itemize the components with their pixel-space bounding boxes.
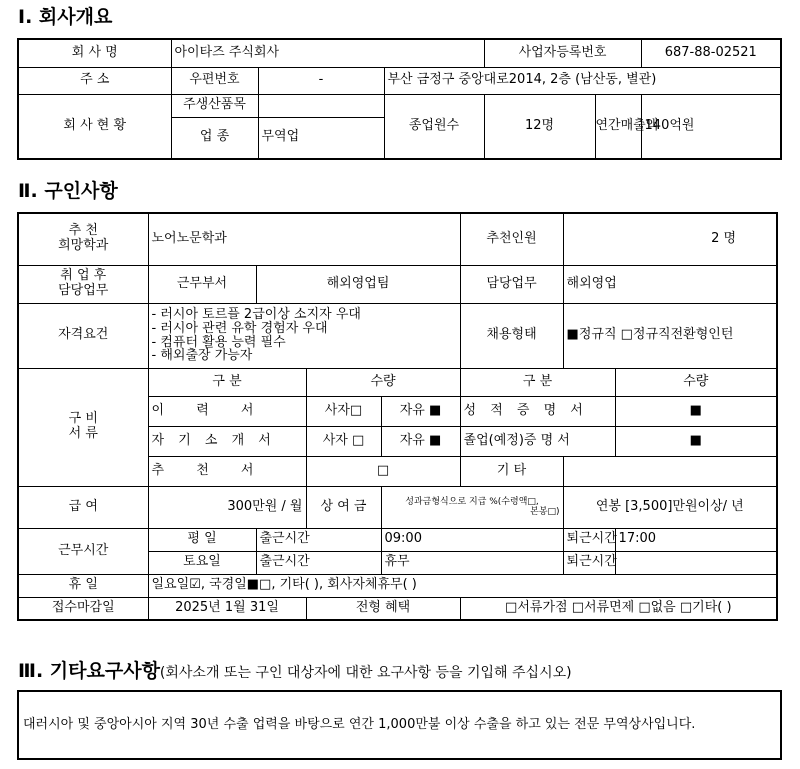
dept-label [18,213,148,265]
main-product-label: 주생산품목 [171,94,258,117]
doc-grad-qty: ■ [615,426,777,456]
rec-count-label: 추천인원 [460,213,563,265]
qual-label: 자격요건 [18,303,148,368]
doc-grad: 졸업(예정)증 명 서 [460,426,615,456]
postal-value: - [258,67,384,94]
docs-label [18,368,148,486]
qual-item: - 해외출장 가능자 [151,348,253,364]
address-value: 부산 금정구 중앙대로2014, 2층 (남산동, 별관) [384,67,781,94]
section3-title: Ⅲ. 기타요구사항 [18,660,160,682]
doc-transcript-qty: ■ [615,396,777,426]
revenue-label: 연간매출액 [595,94,641,159]
duty-label-line1: 취 업 후 [60,268,107,284]
checkout-label-weekday: 퇴근시간 [563,528,615,551]
docs-label-line2: 서 류 [68,426,98,441]
employees-value: 12명 [484,94,595,159]
rec-count-value: 2 명 [563,213,777,265]
doc-resume-free: 자유 ■ [381,396,460,426]
revenue-value: 140억원 [641,94,781,159]
deadline-label: 접수마감일 [18,597,148,620]
other-requirements-table [17,690,782,760]
dept-label-line1: 추 천 [68,223,98,239]
weekday-label: 평 일 [187,531,217,547]
doc-etc: 기 타 [460,456,563,486]
saturday-in: 휴무 [381,551,563,574]
other-requirements-body: 대러시아 및 중앙아시아 지역 30년 수출 업력을 바탕으로 연간 1,000만불 이상 수출을 하고 있는 전문 무역상사입니다. [18,691,781,759]
holiday-label: 휴 일 [18,574,148,597]
section1-title: Ⅰ. 회사개요 [18,6,113,28]
checkin-label-weekday: 출근시간 [256,528,381,551]
saturday-out [615,551,777,574]
duty-task-label: 담당업무 [460,265,563,303]
duty-label [18,265,148,303]
checkin-label-saturday: 출근시간 [256,551,381,574]
section3-subtitle: (회사소개 또는 구인 대상자에 대한 요구사항 등을 기입해 주십시오) [159,665,572,681]
industry-label: 업 종 [171,117,258,159]
doc-transcript: 성 적 증 명 서 [460,396,615,426]
doc-rec-qty: □ [306,456,460,486]
section3-title-wrap [18,656,572,683]
main-product-value [258,94,384,117]
doc-intro-copy: 사자 □ [306,426,381,456]
docs-head-qty-right: 수량 [615,368,777,396]
weekday-row [148,528,256,551]
qual-item: - 컴퓨터 활용 능력 필수 [151,334,286,350]
duty-task-value: 해외영업 [563,265,777,303]
job-posting-table [17,212,778,621]
dept-value: 노어노문학과 [148,213,460,265]
saturday-label: 토요일 [148,551,256,574]
weekday-out: 17:00 [615,528,777,551]
qual-item: - 러시아 관련 유학 경험자 우대 [151,320,328,336]
section2-title: Ⅱ. 구인사항 [18,180,118,202]
address-label: 주 소 [18,67,171,94]
biz-reg-no: 687-88-02521 [641,39,781,67]
docs-label-line1: 구 비 [68,411,98,427]
emp-type-label: 채용형태 [460,303,563,368]
holiday-value: 일요일☑, 국경일■□, 기타( ), 회사자체휴무( ) [148,574,777,597]
dept-label-line2: 희망학과 [58,238,109,254]
salary-value: 300만원 / 월 [148,486,306,528]
industry-value: 무역업 [258,117,384,159]
doc-intro: 자 기 소 개 서 [148,426,306,456]
company-name: 아이타즈 주식회사 [171,39,484,67]
doc-rec: 추 천 서 [148,456,306,486]
status-label: 회 사 현 황 [18,94,171,159]
doc-etc-value [563,456,777,486]
screening-value: □서류가점 □서류면제 □없음 □기타( ) [460,597,777,620]
docs-head-kind-left: 구 분 [148,368,306,396]
postal-label: 우편번호 [171,67,258,94]
docs-head-kind-right: 구 분 [460,368,615,396]
work-dept-label: 근무부서 [148,265,256,303]
doc-resume: 이 력 서 [148,396,306,426]
emp-type-value: ■정규직 □정규직전환형인턴 [563,303,777,368]
screening-label: 전형 혜택 [306,597,460,620]
doc-resume-copy: 사자□ [306,396,381,426]
bonus-note-line2: 본봉□) [530,507,560,517]
deadline-value: 2025년 1월 31일 [148,597,306,620]
checkout-label-saturday: 퇴근시간 [563,551,615,574]
work-dept-value: 해외영업팀 [256,265,460,303]
company-name-label: 회 사 명 [18,39,171,67]
bonus-label: 상 여 금 [306,486,381,528]
bonus-note [381,486,563,528]
doc-intro-free: 자유 ■ [381,426,460,456]
weekday-in: 09:00 [381,528,563,551]
hours-label: 근무시간 [18,528,148,574]
biz-reg-no-label: 사업자등록번호 [484,39,641,67]
docs-head-qty-left: 수량 [306,368,460,396]
annual-value: 연봉 [3,500]만원이상/ 년 [563,486,777,528]
employees-label: 종업원수 [384,94,484,159]
salary-label: 급 여 [18,486,148,528]
qual-item: - 러시아 토르플 2급이상 소지자 우대 [151,307,361,323]
bonus-note-line1: 성과금형식으로 지급 %(수령액□, [405,496,539,507]
duty-label-line2: 담당업무 [58,283,109,298]
qual-list [148,303,460,368]
company-overview-table [17,38,782,160]
